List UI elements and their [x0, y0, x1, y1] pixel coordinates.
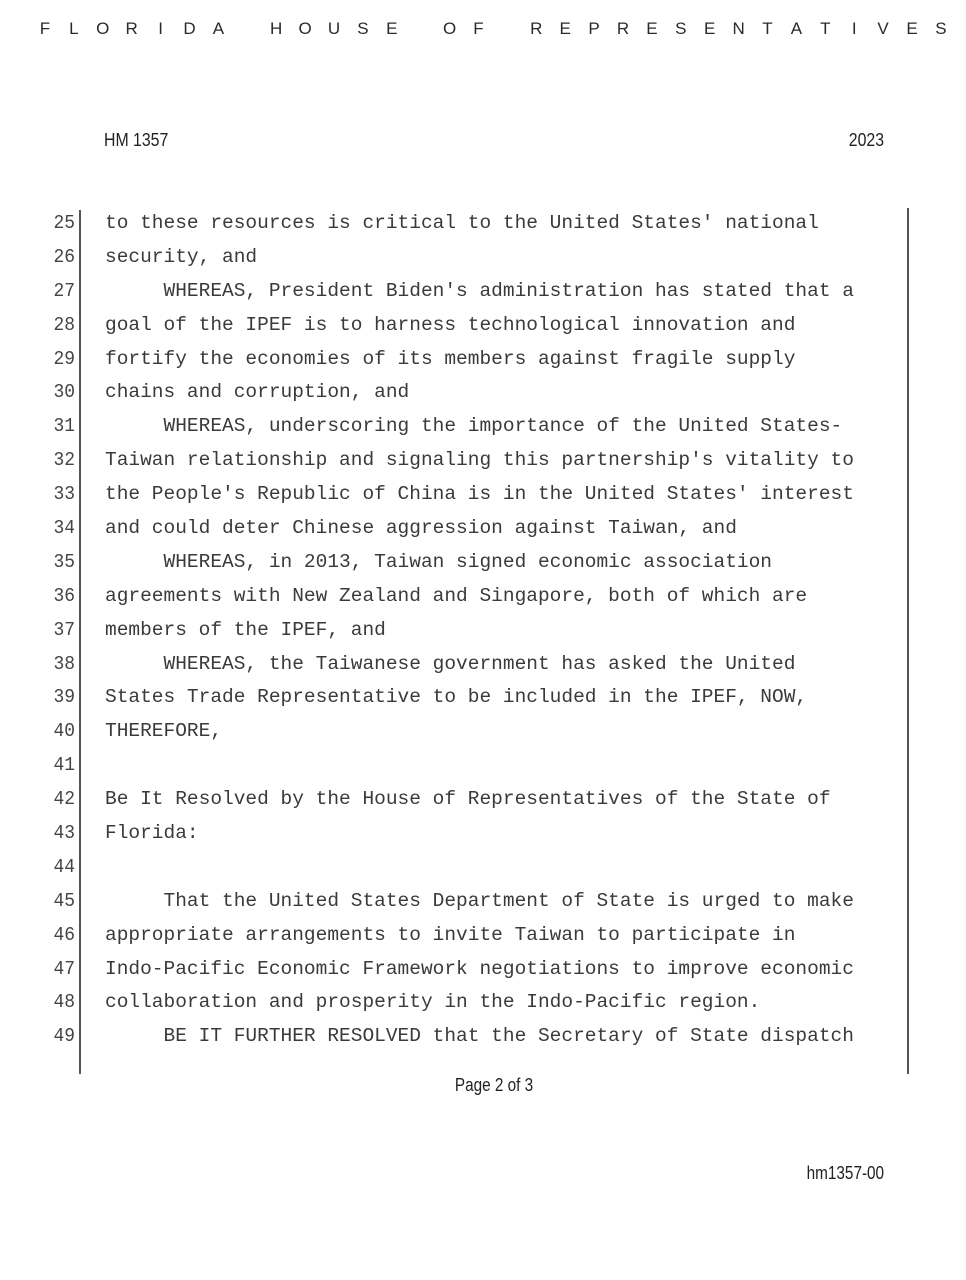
banner-letter: E [646, 19, 658, 38]
banner-letter: T [762, 19, 773, 38]
bill-line [0, 412, 966, 446]
line-text: WHEREAS, the Taiwanese government has asked the United [105, 652, 796, 675]
document-code: hm1357-00 [806, 1163, 884, 1183]
banner-letter: R [125, 19, 138, 38]
banner-letter: T [820, 19, 831, 38]
line-text: appropriate arrangements to invite Taiwan to participate in [105, 923, 796, 946]
bill-line [0, 650, 966, 684]
line-text: fortify the economies of its members against fragile supply [105, 347, 796, 370]
line-number: 34 [53, 517, 75, 540]
line-number: 25 [53, 212, 75, 234]
line-text: collaboration and prosperity in the Indo-Pacific region. [105, 991, 761, 1014]
bill-line [0, 616, 966, 650]
bill-line [0, 1022, 966, 1056]
banner-letter: U [327, 19, 341, 38]
line-number: 38 [53, 652, 75, 675]
line-number: 44 [53, 855, 75, 878]
banner-letter [414, 19, 428, 39]
line-number: 41 [53, 754, 75, 777]
bill-line [0, 785, 966, 819]
line-number: 27 [53, 279, 75, 302]
line-text: WHEREAS, President Biden's administration has stated that a [105, 279, 854, 302]
line-number: 45 [53, 889, 75, 912]
line-number: 39 [53, 686, 75, 709]
banner-letter: E [906, 19, 918, 38]
bill-line [0, 988, 966, 1022]
line-text: the People's Republic of China is in the United States' interest [105, 483, 854, 506]
line-text: agreements with New Zealand and Singapore, both of which are [105, 584, 808, 607]
bill-id: HM 1357 [104, 130, 169, 150]
banner-letter: E [704, 19, 716, 38]
banner-letter: I [158, 19, 163, 38]
line-text: WHEREAS, underscoring the importance of the United States- [105, 415, 843, 438]
bill-line [0, 446, 966, 480]
banner-letter: S [357, 19, 369, 38]
line-number: 29 [53, 347, 75, 370]
line-number: 43 [53, 822, 75, 845]
banner-letter: S [675, 19, 687, 38]
line-text: to these resources is critical to the United States' national [105, 212, 819, 234]
line-number: 26 [53, 245, 75, 268]
line-number: 48 [53, 991, 75, 1014]
line-text: WHEREAS, in 2013, Taiwan signed economic association [105, 550, 773, 573]
bill-line [0, 887, 966, 921]
bill-line [0, 311, 966, 345]
bill-line [0, 955, 966, 989]
line-text: Indo-Pacific Economic Framework negotiations to improve economic [105, 957, 854, 980]
line-text: Florida: [105, 822, 199, 845]
chamber-banner [38, 19, 958, 43]
banner-letter: E [559, 19, 571, 38]
banner-letter: E [386, 19, 398, 38]
line-text: That the United States Department of State is urged to make [105, 889, 854, 912]
line-number: 32 [53, 449, 75, 472]
bill-text [0, 209, 966, 1056]
line-number: 47 [53, 957, 75, 980]
line-number: 31 [53, 415, 75, 438]
banner-letter: F [39, 19, 51, 38]
banner-letter: A [212, 19, 225, 38]
bill-line [0, 514, 966, 548]
banner-letter: I [851, 19, 857, 38]
banner-letter: V [877, 19, 889, 38]
bill-line [0, 209, 966, 243]
line-text: and could deter Chinese aggression against Taiwan, and [105, 517, 737, 540]
bill-line [0, 243, 966, 277]
bill-line [0, 921, 966, 955]
bill-line [0, 751, 966, 785]
banner-letter: O [96, 19, 110, 38]
banner-letter: O [442, 19, 457, 38]
banner-letter: P [588, 19, 600, 38]
banner-letter [500, 19, 514, 39]
banner-letter: R [616, 19, 630, 38]
line-text: members of the IPEF, and [105, 618, 386, 641]
line-number: 37 [53, 618, 75, 641]
bill-year: 2023 [848, 130, 884, 150]
bill-line [0, 480, 966, 514]
bill-line [0, 378, 966, 412]
bill-line [0, 853, 966, 887]
banner-letter: H [270, 19, 283, 38]
line-text: goal of the IPEF is to harness technological innovation and [105, 313, 796, 336]
banner-letter: R [530, 19, 543, 38]
bill-line [0, 717, 966, 751]
banner-letter: S [935, 19, 947, 38]
line-number: 42 [53, 788, 75, 811]
line-text: BE IT FURTHER RESOLVED that the Secretary of State dispatch [105, 1025, 854, 1048]
line-text: States Trade Representative to be included in the IPEF, NOW, [105, 686, 808, 709]
line-text: security, and [105, 245, 258, 268]
line-number: 49 [53, 1025, 75, 1048]
bill-line [0, 345, 966, 379]
bill-line [0, 683, 966, 717]
banner-letter: L [69, 19, 79, 38]
bill-line [0, 277, 966, 311]
line-number: 30 [53, 381, 75, 404]
line-text: THEREFORE, [105, 720, 223, 743]
page-number: Page 2 of 3 [454, 1075, 534, 1095]
line-text: Be It Resolved by the House of Representatives of the State of [105, 788, 831, 811]
bill-line [0, 819, 966, 853]
banner-letter: F [473, 19, 484, 38]
banner-letter [240, 19, 254, 39]
line-number: 40 [53, 720, 75, 743]
bill-line [0, 582, 966, 616]
banner-letter: O [298, 19, 312, 38]
line-text: Taiwan relationship and signaling this partnership's vitality to [105, 449, 854, 472]
line-number: 33 [53, 483, 75, 506]
banner-letter: N [732, 19, 745, 38]
line-number: 28 [53, 313, 75, 336]
bill-line [0, 548, 966, 582]
line-text: chains and corruption, and [105, 381, 410, 404]
banner-letter: A [790, 19, 803, 38]
line-number: 36 [53, 584, 75, 607]
line-number: 46 [53, 923, 75, 946]
line-number: 35 [53, 550, 75, 573]
banner-letter: D [183, 19, 196, 38]
